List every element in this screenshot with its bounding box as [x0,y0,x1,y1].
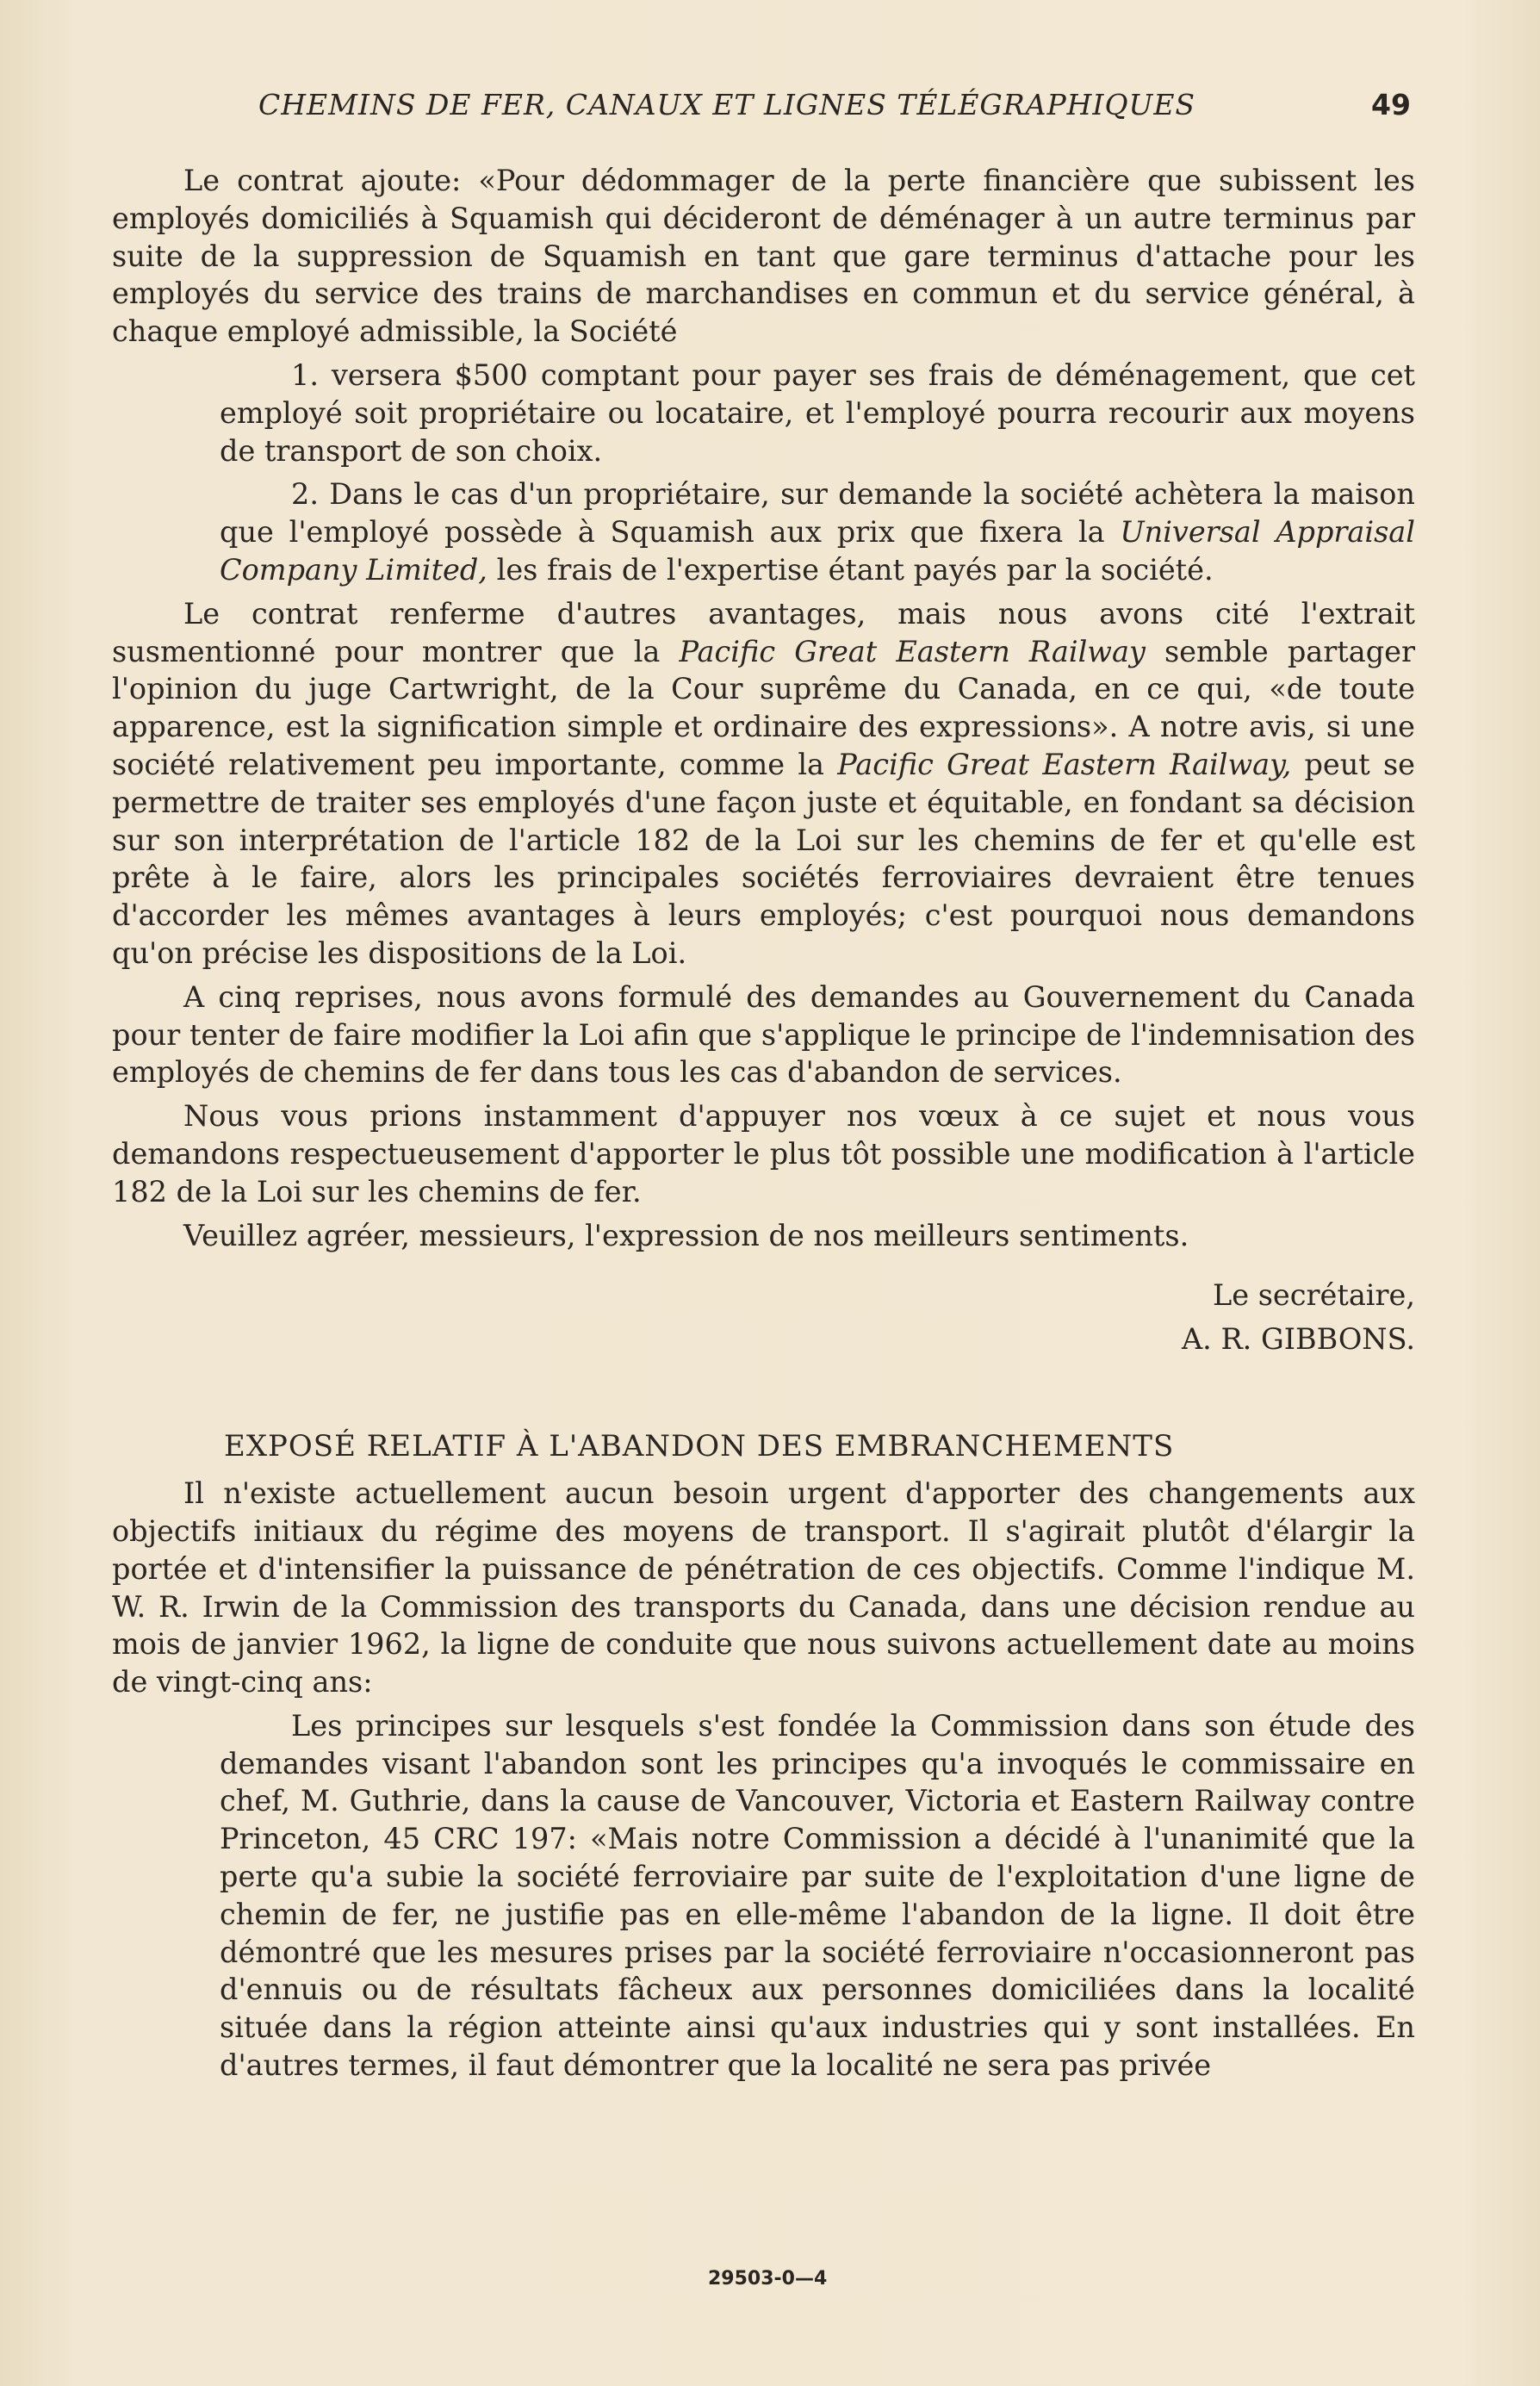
list-item-1: 1. versera $500 comptant pour payer ses frais de déménagement, que cet employé soit propriétaire ou locataire, et l'employé pourra recourir aux moyens de transport de son choix. [220,357,1415,468]
block-quote: Les principes sur lesquels s'est fondée la Commission dans son étude des demandes visant l'abandon sont les principes qu'a invoqués le commissaire en chef, M. Guthrie, dans la cause de Vancouver, Victoria et Eastern Railway contre Princeton, 45 CRC 197: «Mais notre Commission a décidé à l'unanimité que la perte qu'a subie la société ferroviaire par suite de l'exploitation d'une ligne de chemin de fer, ne justifie pas en elle-même l'abandon de la ligne. Il doit être démontré que les mesures prises par la société ferroviaire n'occasionneront pas d'ennuis ou de résultats fâcheux aux personnes domiciliées dans la localité située dans la région atteinte ainsi qu'aux industries qui y sont installées. En d'autres termes, il faut démontrer que la localité ne sera pas privée [220,1708,1415,2083]
paragraph-2-text-b: semble partager l'opinion du juge Cartwright, de la Cour suprême du Canada, en ce qui, «de toute apparence, est la signification simple et ordinaire des expressions». A notre avis, si une société relativement peu importante, comme la [112,634,1416,781]
railway-name-2: Pacific Great Eastern Railway, [837,747,1292,781]
paragraph-2-text-a: Le contrat renferme d'autres avantages, mais nous avons cité l'extrait susmentionné pour montrer que la [112,596,1415,668]
company-name: Universal Appraisal Company Limited, [220,515,1415,587]
section-heading: EXPOSÉ RELATIF À L'ABANDON DES EMBRANCHEMENTS [224,1429,1175,1464]
paragraph-branch-lines: Il n'existe actuellement aucun besoin urgent d'apporter des changements aux objectifs initiaux du régime des moyens de transport. Il s'agirait plutôt d'élargir la portée et d'intensifier la puissance de pénétration de ces objectifs. Comme l'indique M. W. R. Irwin de la Commission des transports du Canada, dans une décision rendue au mois de janvier 1962, la ligne de conduite que nous suivons actuellement date au moins de vingt-cinq ans: [112,1476,1415,1699]
body-text [112,162,1415,2085]
paragraph-appeal: Nous vous prions instamment d'appuyer nos vœux à ce sujet et nous vous demandons respectueusement d'apporter le plus tôt possible une modification à l'article 182 de la Loi sur les chemins de fer. [112,1099,1415,1209]
page-number: 49 [1371,88,1411,121]
paragraph-requests: A cinq reprises, nous avons formulé des demandes au Gouvernement du Canada pour tenter de faire modifier la Loi afin que s'applique le principe de l'indemnisation des employés de chemins de fer dans tous les cas d'abandon de services. [112,979,1415,1090]
list-item-2-text-a: 2. Dans le cas d'un propriétaire, sur demande la société achètera la maison que l'employé possède à Squamish aux prix que fixera la [220,477,1415,550]
signature-role: Le secrétaire, [1213,1278,1415,1313]
footer-print-code: 29503-0—4 [708,2268,828,2290]
paragraph-contract-intro: Le contrat ajoute: «Pour dédommager de la perte financière que subissent les employés domiciliés à Squamish qui décideront de déménager à un autre terminus par suite de la suppression de Squamish en tant que gare terminus d'attache pour les employés du service des trains de marchandises en commun et du service général, à chaque employé admissible, la Société [112,164,1415,349]
closing-salutation: Veuillez agréer, messieurs, l'expression de nos meilleurs sentiments. [183,1218,1189,1252]
running-header: CHEMINS DE FER, CANAUX ET LIGNES TÉLÉGRAPHIQUES [258,88,1196,121]
signature-block [112,1273,1415,1361]
list-item-2 [220,475,1415,588]
railway-name-1: Pacific Great Eastern Railway [679,634,1146,668]
list-item-2-text-b: les frais de l'expertise étant payés par la société. [487,552,1214,587]
paragraph-contract-benefits [112,595,1415,972]
paragraph-2-text-c: peut se permettre de traiter ses employés d'une façon juste et équitable, en fondant sa décision sur son interprétation de l'article 182 de la Loi sur les chemins de fer et qu'elle est prête à le faire, alors les principales sociétés ferroviaires devraient être tenues d'accorder les mêmes avantages à leurs employés; c'est pourquoi nous demandons qu'on précise les dispositions de la Loi. [112,747,1416,970]
signature-name: A. R. GIBBONS. [1181,1322,1415,1357]
